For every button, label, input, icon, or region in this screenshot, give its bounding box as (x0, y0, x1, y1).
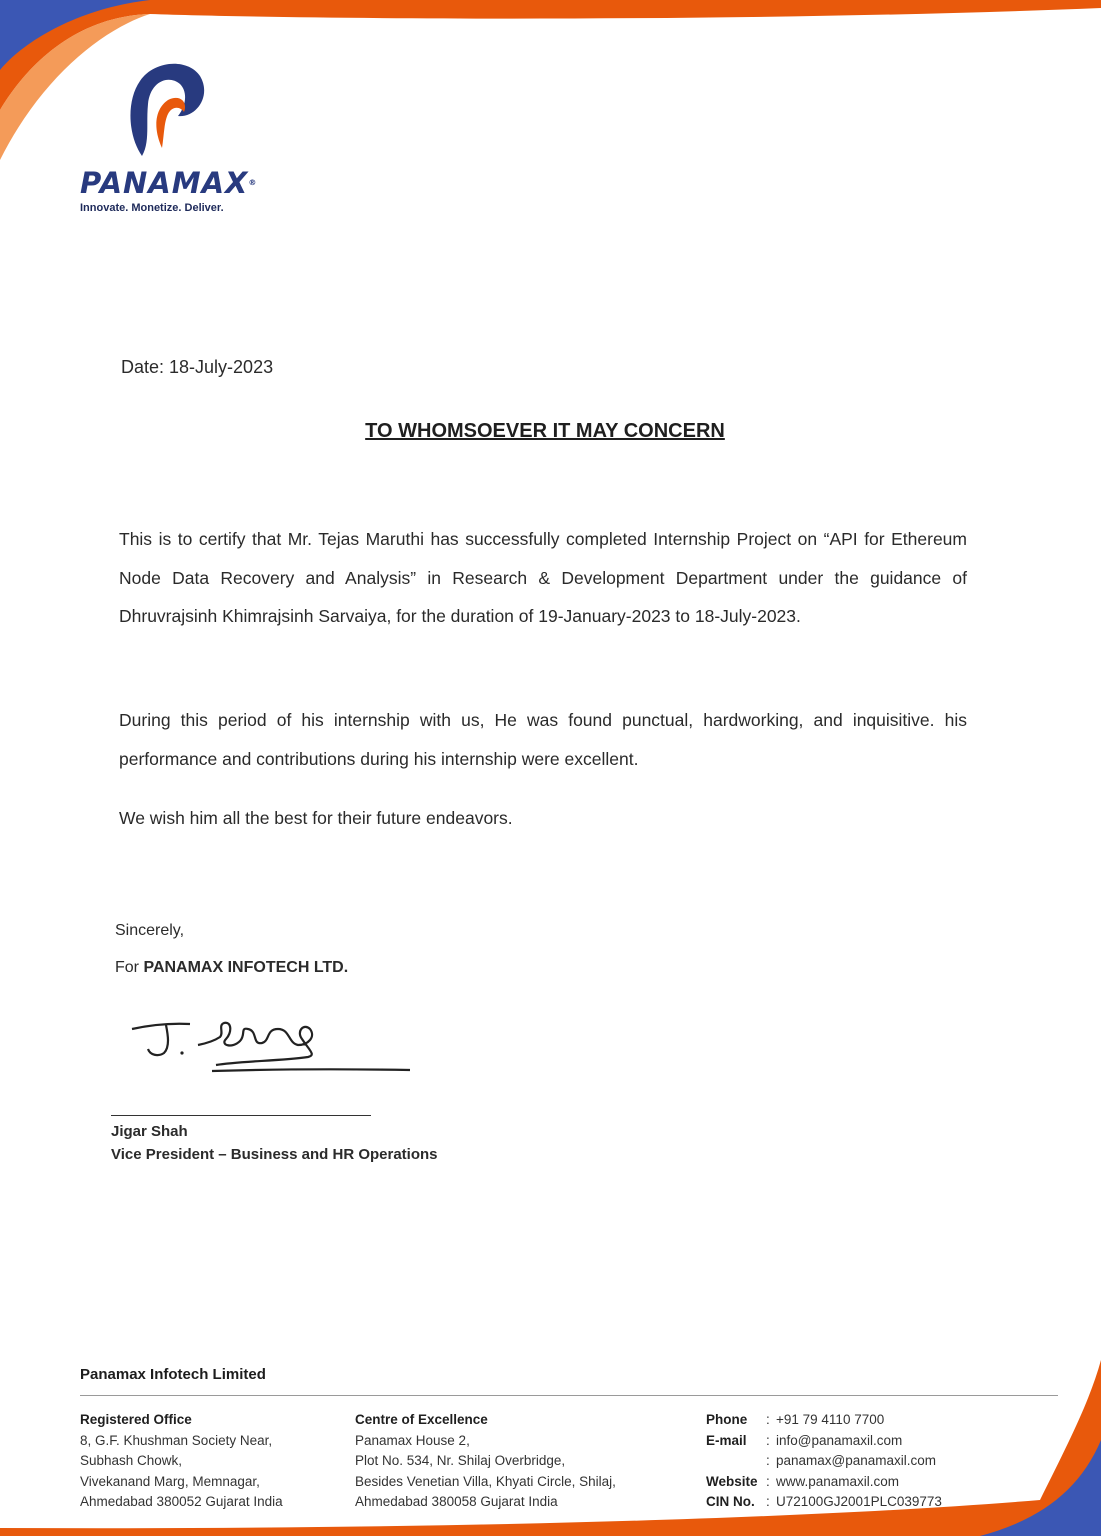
for-company-name: PANAMAX INFOTECH LTD. (143, 959, 349, 976)
company-logo (80, 56, 270, 214)
email-separator: : (766, 1432, 770, 1448)
signature-line (111, 1115, 371, 1116)
footer-centre-of-excellence (355, 1410, 616, 1513)
footer-registered-office (80, 1410, 283, 1513)
cin-separator: : (766, 1494, 770, 1509)
registered-office-line: Ahmedabad 380052 Gujarat India (80, 1494, 283, 1509)
for-company-line: For PANAMAX INFOTECH LTD. (115, 959, 349, 976)
contact-phone-row (706, 1410, 942, 1431)
website-separator: : (766, 1473, 770, 1489)
contact-website-row (706, 1472, 942, 1493)
centre-line: Besides Venetian Villa, Khyati Circle, Shilaj, (355, 1473, 616, 1489)
centre-line: Plot No. 534, Nr. Shilaj Overbridge, (355, 1453, 566, 1468)
body-paragraph-certification: This is to certify that Mr. Tejas Maruthi has successfully completed Internship Project on “API for Ethereum Node Data Recovery and Analysis” in Research & Development Department under the guidance of Dhruvrajsinh Khimrajsinh Sarvaiya, for the duration of 19-January-2023 to 18-July-2023. (119, 529, 967, 626)
signer-name: Jigar Shah (111, 1123, 188, 1140)
website-value[interactable]: www.panamaxil.com (776, 1473, 900, 1489)
letter-date: Date: 18-July-2023 (121, 357, 274, 377)
email-value-secondary[interactable]: panamax@panamaxil.com (776, 1453, 937, 1468)
phone-value: +91 79 4110 7700 (776, 1412, 885, 1427)
signer-title: Vice President – Business and HR Operations (111, 1146, 438, 1163)
footer-divider (80, 1395, 1058, 1396)
logo-tagline: Innovate. Monetize. Deliver. (80, 202, 224, 214)
registered-office-line: 8, G.F. Khushman Society Near, (80, 1432, 273, 1448)
letter-heading: TO WHOMSOEVER IT MAY CONCERN (365, 420, 725, 442)
footer-contact (706, 1410, 942, 1513)
panamax-logo-mark (122, 56, 206, 166)
body-paragraph-performance: During this period of his internship with us, He was found punctual, hardworking, and inquisitive. his performance and contributions during his internship were excellent. (119, 710, 967, 769)
footer-company-name: Panamax Infotech Limited (80, 1366, 266, 1383)
contact-email-row-2 (706, 1451, 942, 1472)
contact-email-row (706, 1431, 942, 1452)
body-paragraph-wishes: We wish him all the best for their future endeavors. (119, 808, 513, 828)
phone-label: Phone (706, 1412, 748, 1427)
contact-cin-row (706, 1492, 942, 1513)
email-value-primary[interactable]: info@panamaxil.com (776, 1432, 903, 1448)
centre-line: Ahmedabad 380058 Gujarat India (355, 1494, 558, 1509)
handwritten-signature (120, 1015, 420, 1085)
registered-office-line: Subhash Chowk, (80, 1453, 183, 1468)
registered-office-heading: Registered Office (80, 1412, 192, 1427)
centre-heading: Centre of Excellence (355, 1412, 488, 1427)
registered-office-line: Vivekanand Marg, Memnagar, (80, 1473, 260, 1489)
email-separator-2: : (766, 1453, 770, 1468)
logo-wordmark: PANAMAX® (80, 166, 258, 200)
email-label-spacer (706, 1451, 766, 1472)
centre-line: Panamax House 2, (355, 1432, 470, 1448)
website-label: Website (706, 1473, 758, 1489)
cin-value: U72100GJ2001PLC039773 (776, 1494, 942, 1509)
registered-mark: ® (248, 178, 258, 187)
email-label: E-mail (706, 1432, 747, 1448)
closing-salutation: Sincerely, (115, 922, 185, 939)
cin-label: CIN No. (706, 1494, 755, 1509)
phone-separator: : (766, 1412, 770, 1427)
